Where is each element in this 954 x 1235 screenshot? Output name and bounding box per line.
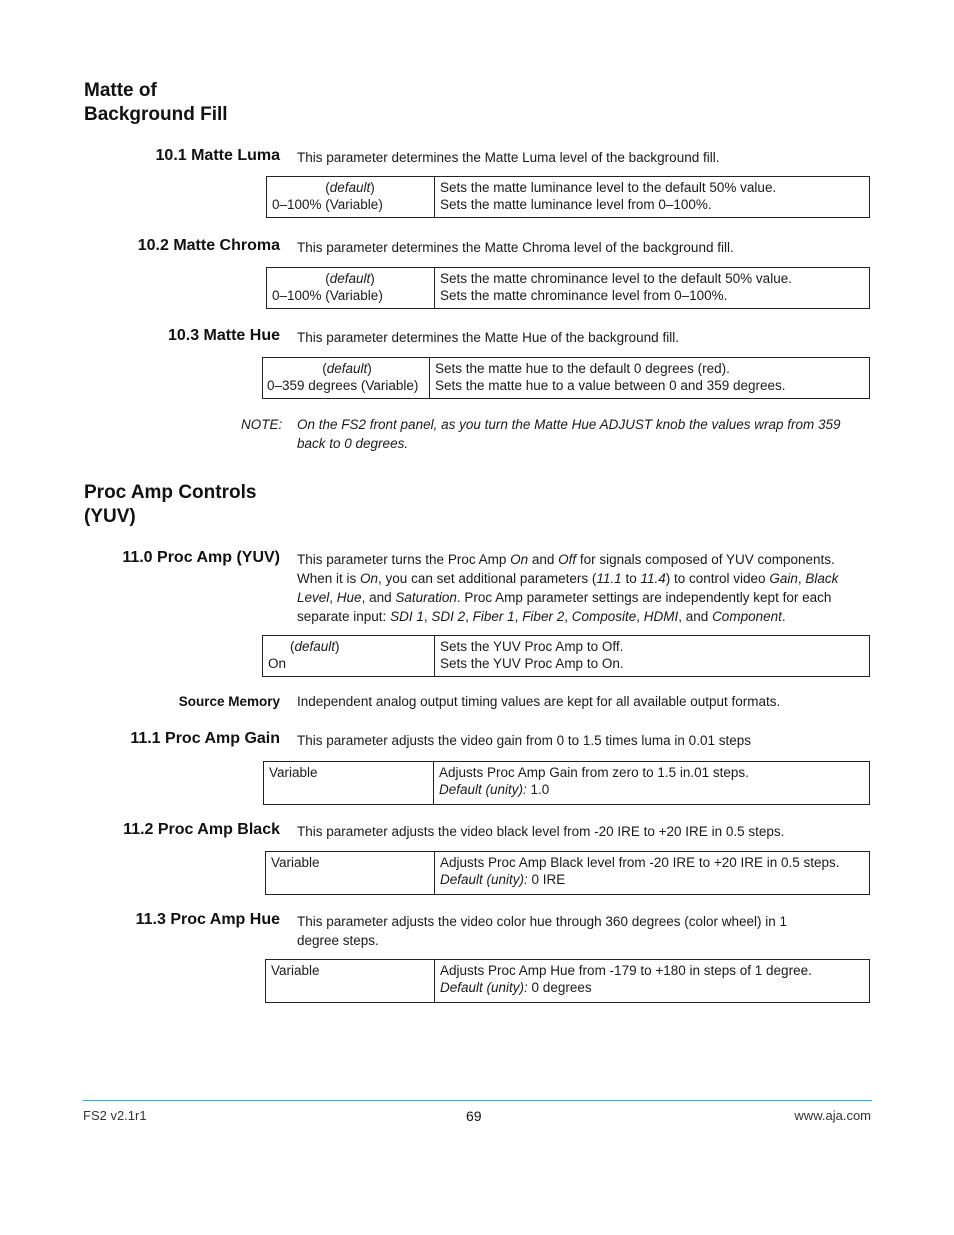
- value-text: Adjusts Proc Amp Hue from -179 to +180 in steps of 1 degree.: [440, 963, 812, 978]
- text: , and: [361, 590, 396, 605]
- footer-rule: [83, 1100, 872, 1101]
- text: Off: [558, 552, 577, 567]
- value-variable: Sets the matte luminance level from 0–100%.: [440, 197, 712, 212]
- default-value: [440, 871, 863, 888]
- value-cell: [435, 268, 870, 309]
- text: When it is: [297, 571, 361, 586]
- text: 11.4: [640, 571, 666, 586]
- text: Saturation: [395, 590, 457, 605]
- desc-proc-amp-black: This parameter adjusts the video black level from -20 IRE to +20 IRE in 0.5 steps.: [297, 824, 785, 839]
- desc-proc-amp-yuv: [297, 550, 872, 626]
- text: Gain: [769, 571, 798, 586]
- variable-option: 0–100% (Variable): [272, 288, 383, 303]
- text: ,: [564, 609, 572, 624]
- text: ,: [797, 571, 806, 586]
- table-matte-hue: [262, 357, 870, 399]
- text: This parameter turns the Proc Amp: [297, 552, 511, 567]
- value-variable: Sets the matte chrominance level from 0–100%.: [440, 288, 728, 303]
- heading-matte-hue: 10.3 Matte Hue: [167, 327, 280, 344]
- text: Component: [712, 609, 782, 624]
- text: Hue: [336, 590, 362, 605]
- table-row: [266, 960, 870, 1003]
- note-text: [297, 415, 867, 453]
- table-row: [266, 852, 870, 895]
- value-cell: [435, 852, 870, 895]
- heading-proc-amp-gain: 11.1 Proc Amp Gain: [130, 730, 280, 747]
- footer-version: FS2 v2.1r1: [83, 1108, 147, 1123]
- text: ) to control video: [665, 571, 770, 586]
- text: ,: [636, 609, 644, 624]
- section-title-line: Proc Amp Controls: [84, 482, 257, 503]
- desc-matte-hue: This parameter determines the Matte Hue of the background fill.: [297, 330, 679, 345]
- desc-line: [297, 550, 872, 569]
- text: . Proc Amp parameter settings are independently kept for each: [456, 590, 832, 605]
- heading-proc-amp-yuv: 11.0 Proc Amp (YUV): [122, 549, 280, 566]
- value-default: Sets the YUV Proc Amp to Off.: [440, 639, 624, 654]
- desc-proc-amp-gain: This parameter adjusts the video gain from 0 to 1.5 times luma in 0.01 steps: [297, 733, 751, 748]
- page-number: 69: [466, 1108, 482, 1124]
- text: Black: [805, 571, 839, 586]
- option-cell: [267, 177, 435, 218]
- desc-matte-chroma: This parameter determines the Matte Chroma level of the background fill.: [297, 240, 734, 255]
- value-text: Adjusts Proc Amp Black level from -20 IRE to +20 IRE in 0.5 steps.: [440, 855, 840, 870]
- table-proc-amp-yuv: [262, 635, 870, 677]
- section-title-line: Matte of: [84, 80, 157, 101]
- value-default: Sets the matte luminance level to the default 50% value.: [440, 180, 777, 195]
- default-option: (default): [325, 180, 375, 195]
- default-label: default: [326, 361, 368, 376]
- desc-proc-amp-hue: [297, 912, 867, 950]
- note-line: On the FS2 front panel, as you turn the Matte Hue ADJUST knob the values wrap from 359: [297, 417, 841, 432]
- option-cell: [267, 268, 435, 309]
- text: On: [360, 571, 379, 586]
- table-row: [267, 177, 870, 218]
- default-label: Default (unity):: [439, 782, 527, 797]
- section-title-line: Background Fill: [84, 104, 228, 125]
- section-title-proc-amp: [84, 481, 304, 529]
- text: 11.1: [596, 571, 622, 586]
- default-number: 0 IRE: [527, 872, 566, 887]
- text: and: [528, 552, 559, 567]
- desc-source-memory: Independent analog output timing values are kept for all available output formats.: [297, 694, 781, 709]
- heading-matte-luma: 10.1 Matte Luma: [155, 147, 280, 164]
- text: ,: [423, 609, 432, 624]
- option-cell: Variable: [266, 960, 435, 1003]
- desc-matte-luma: This parameter determines the Matte Luma level of the background fill.: [297, 150, 720, 165]
- table-matte-luma: [266, 176, 870, 218]
- value-cell: [430, 358, 870, 399]
- on-option: On: [268, 656, 287, 671]
- text: On: [510, 552, 529, 567]
- value-default: Sets the matte hue to the default 0 degrees (red).: [435, 361, 730, 376]
- table-matte-chroma: [266, 267, 870, 309]
- text: for signals composed of YUV components.: [576, 552, 835, 567]
- text: ,: [514, 609, 523, 624]
- text: ,: [465, 609, 473, 624]
- note-label: NOTE:: [241, 417, 283, 432]
- value-default: Sets the matte chrominance level to the default 50% value.: [440, 271, 792, 286]
- heading-matte-chroma: 10.2 Matte Chroma: [137, 237, 280, 254]
- text: .: [781, 609, 786, 624]
- default-label: default: [329, 180, 371, 195]
- default-label: default: [329, 271, 371, 286]
- value-on: Sets the YUV Proc Amp to On.: [440, 656, 624, 671]
- table-row: [267, 268, 870, 309]
- option-cell: [263, 636, 435, 677]
- default-value: [439, 781, 863, 798]
- section-title-line: (YUV): [84, 506, 136, 527]
- table-row: [263, 358, 870, 399]
- value-cell: [434, 762, 870, 805]
- default-option: (default): [322, 361, 372, 376]
- default-number: 1.0: [526, 782, 550, 797]
- default-option: (default): [325, 271, 375, 286]
- text: Fiber 1: [472, 609, 515, 624]
- text: ,: [329, 590, 337, 605]
- variable-option: 0–100% (Variable): [272, 197, 383, 212]
- text: separate input:: [297, 609, 391, 624]
- text: , and: [678, 609, 713, 624]
- default-option: (default): [290, 639, 340, 654]
- heading-proc-amp-black: 11.2 Proc Amp Black: [123, 821, 280, 838]
- text: SDI 1: [390, 609, 424, 624]
- value-cell: [435, 960, 870, 1003]
- text: SDI 2: [431, 609, 466, 624]
- heading-proc-amp-hue: 11.3 Proc Amp Hue: [135, 911, 280, 928]
- desc-line: This parameter adjusts the video color hue through 360 degrees (color wheel) in 1: [297, 914, 788, 929]
- desc-line: [297, 607, 872, 626]
- variable-option: 0–359 degrees (Variable): [267, 378, 419, 393]
- option-cell: Variable: [264, 762, 434, 805]
- section-title-matte: [84, 79, 304, 127]
- footer-website: www.aja.com: [794, 1108, 871, 1123]
- text: Composite: [571, 609, 637, 624]
- option-cell: [263, 358, 430, 399]
- default-label: Default (unity):: [440, 980, 528, 995]
- value-cell: [435, 177, 870, 218]
- heading-source-memory: Source Memory: [178, 694, 280, 709]
- table-row: [263, 636, 870, 677]
- default-label: default: [294, 639, 336, 654]
- option-cell: Variable: [266, 852, 435, 895]
- value-text: Adjusts Proc Amp Gain from zero to 1.5 in.01 steps.: [439, 765, 749, 780]
- note-line: back to 0 degrees.: [297, 436, 409, 451]
- value-variable: Sets the matte hue to a value between 0 and 359 degrees.: [435, 378, 786, 393]
- table-proc-amp-black: [265, 851, 870, 895]
- text: Fiber 2: [522, 609, 565, 624]
- text: HDMI: [643, 609, 679, 624]
- text: Level: [297, 590, 330, 605]
- text: , you can set additional parameters (: [378, 571, 597, 586]
- default-number: 0 degrees: [527, 980, 592, 995]
- default-label: Default (unity):: [440, 872, 528, 887]
- desc-line: [297, 588, 872, 607]
- desc-line: degree steps.: [297, 933, 379, 948]
- desc-line: [297, 569, 872, 588]
- default-value: [440, 979, 863, 996]
- value-cell: [435, 636, 870, 677]
- text: to: [621, 571, 641, 586]
- table-row: [264, 762, 870, 805]
- table-proc-amp-gain: [263, 761, 870, 805]
- table-proc-amp-hue: [265, 959, 870, 1003]
